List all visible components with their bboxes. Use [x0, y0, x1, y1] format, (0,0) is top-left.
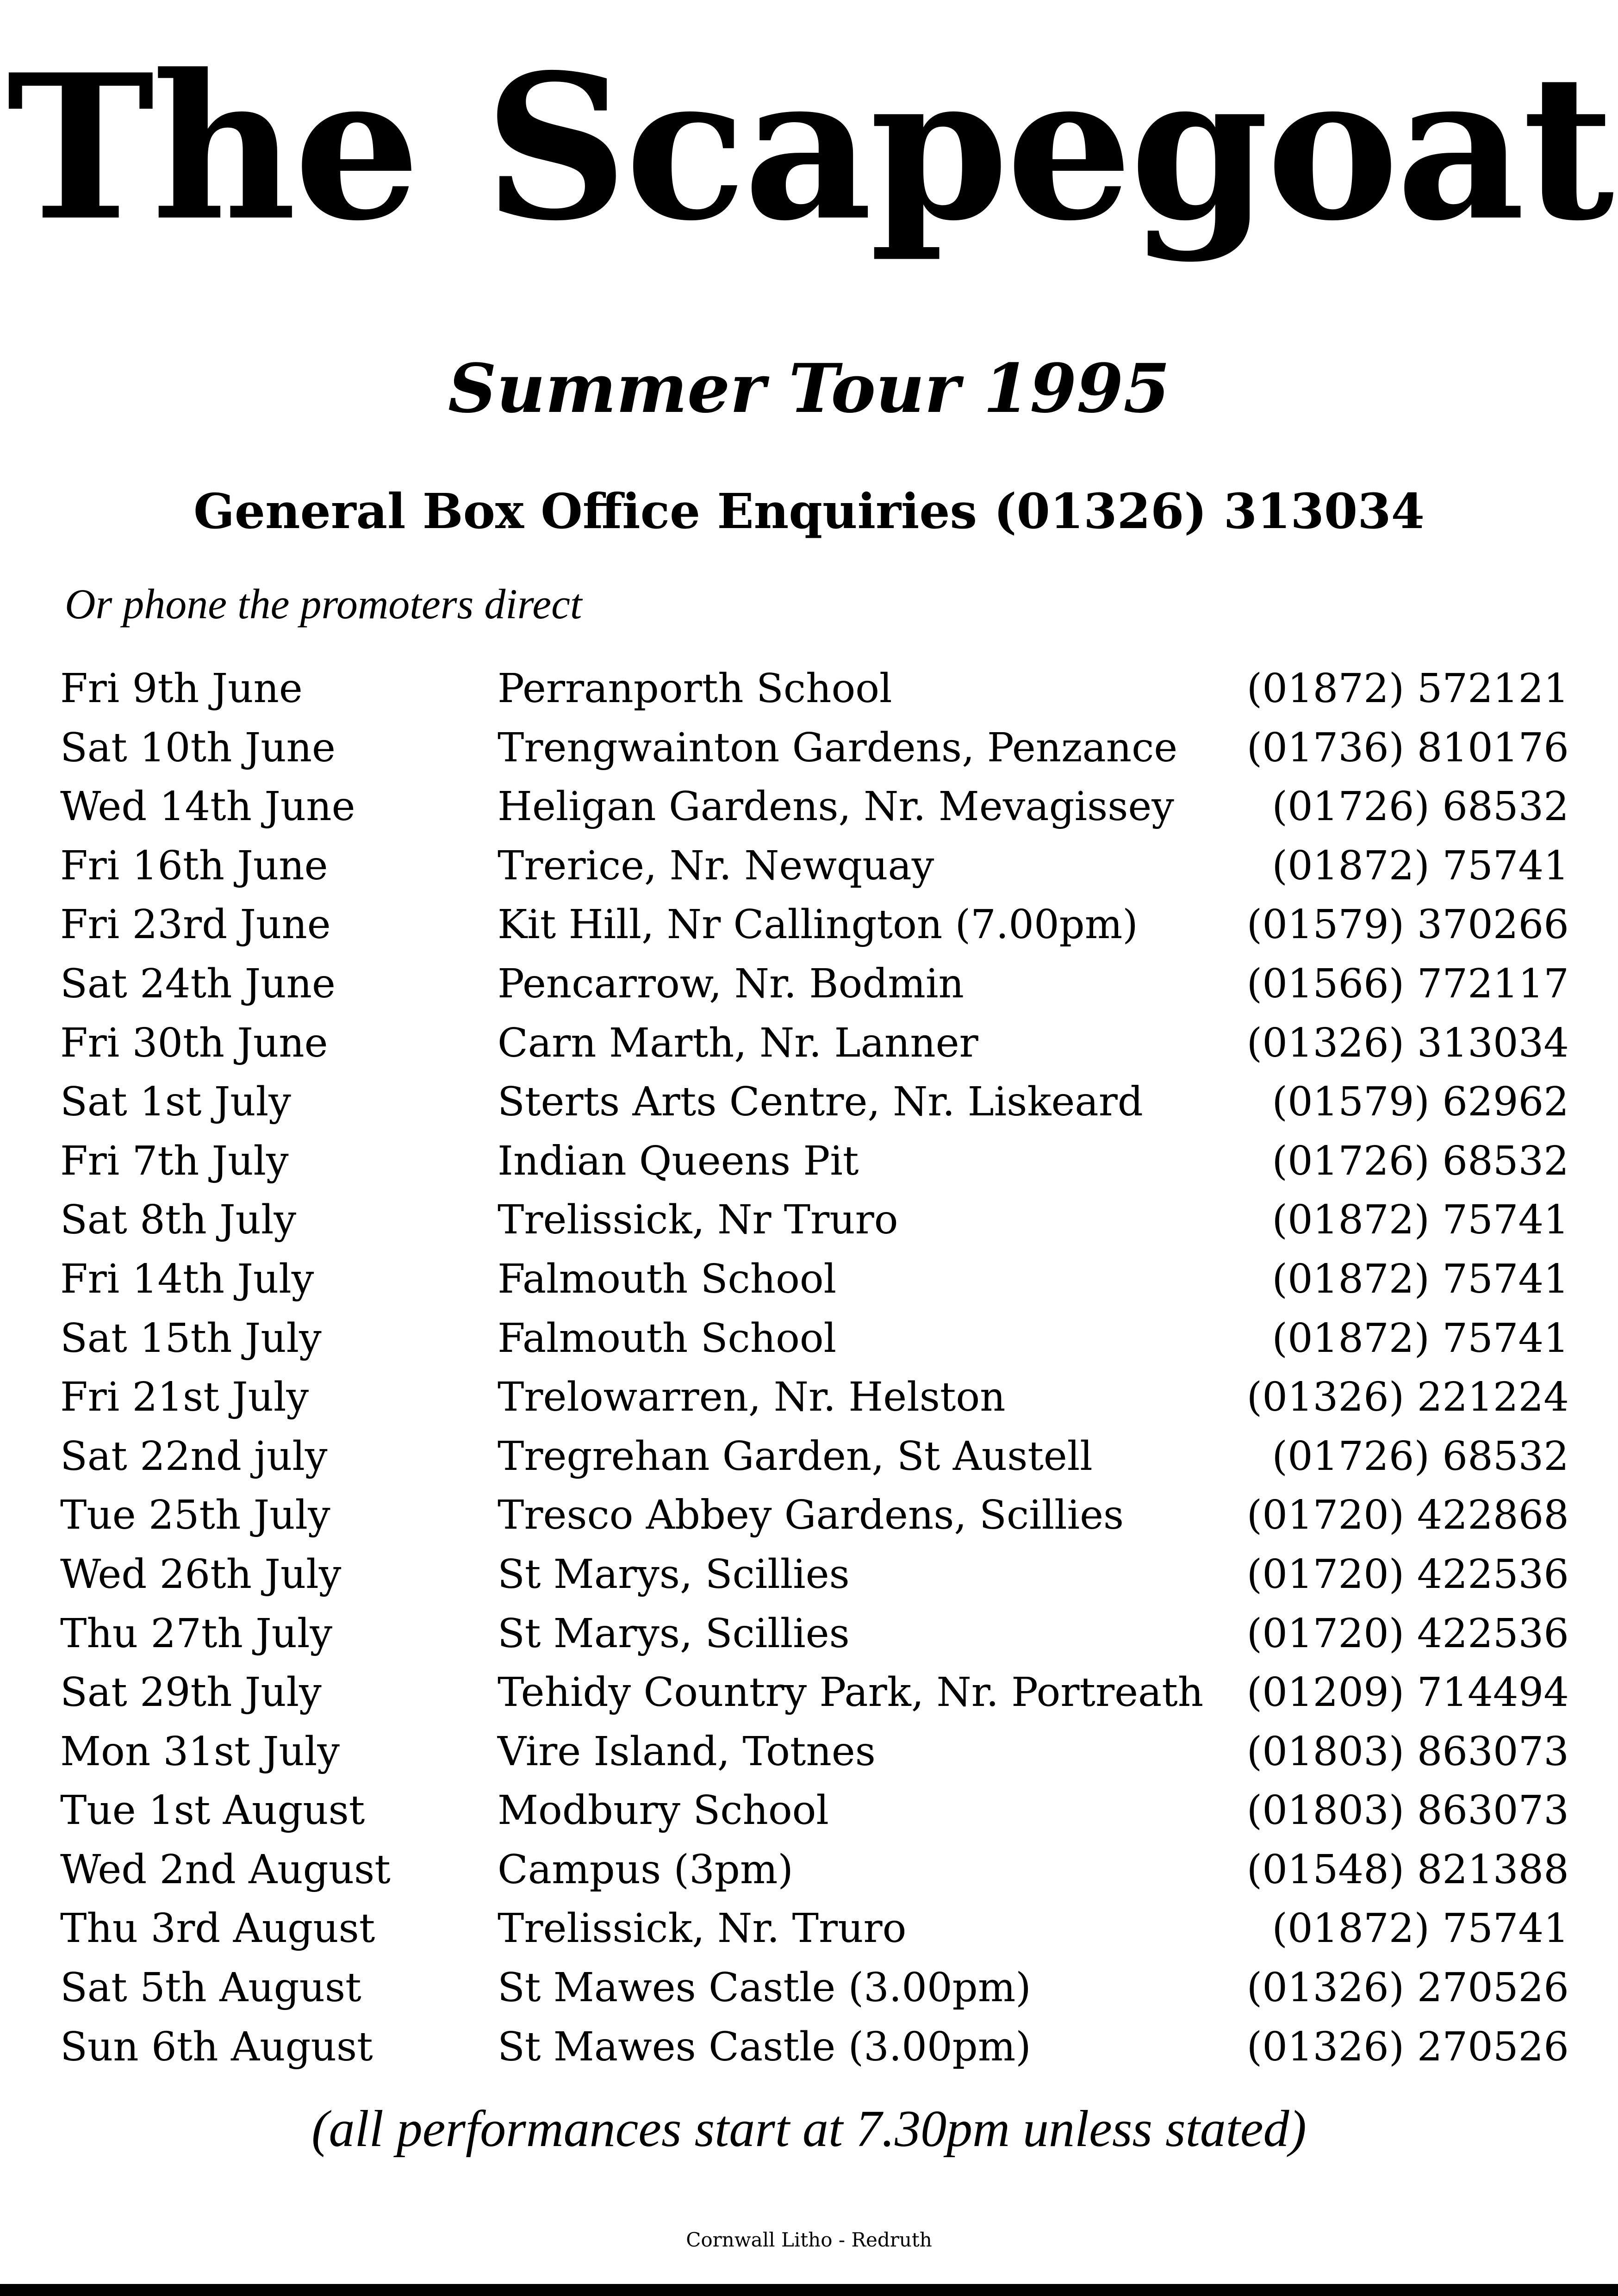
- schedule-venue: St Marys, Scillies: [498, 1551, 850, 1598]
- schedule-date: Wed 2nd August: [60, 1846, 391, 1893]
- tour-subtitle: Summer Tour 1995: [448, 349, 1170, 428]
- schedule-date: Sat 22nd july: [60, 1433, 328, 1480]
- schedule-phone: (01872) 75741: [1272, 842, 1569, 889]
- performance-time-note: (all performances start at 7.30pm unless stated): [311, 2100, 1307, 2158]
- schedule-phone: (01326) 221224: [1246, 1374, 1569, 1421]
- bottom-rule: [0, 2284, 1618, 2296]
- schedule-date: Sat 1st July: [60, 1079, 291, 1126]
- schedule-venue: Carn Marth, Nr. Lanner: [498, 1020, 978, 1066]
- schedule-venue: St Mawes Castle (3.00pm): [498, 2023, 1031, 2070]
- schedule-date: Wed 26th July: [60, 1551, 342, 1598]
- schedule-phone: (01579) 370266: [1246, 902, 1569, 948]
- schedule-venue: Tehidy Country Park, Nr. Portreath: [498, 1669, 1204, 1716]
- schedule-phone: (01209) 714494: [1246, 1669, 1569, 1716]
- box-office-enquiries: General Box Office Enquiries (01326) 313034: [193, 483, 1425, 540]
- schedule-phone: (01326) 313034: [1246, 1020, 1569, 1066]
- schedule-venue: Trerice, Nr. Newquay: [498, 842, 934, 889]
- schedule-phone: (01726) 68532: [1272, 784, 1569, 830]
- schedule-date: Sun 6th August: [60, 2023, 373, 2070]
- schedule-phone: (01872) 75741: [1272, 1905, 1569, 1952]
- schedule-row: [60, 1427, 1569, 1487]
- schedule-row: [60, 1959, 1569, 2018]
- schedule-phone: (01803) 863073: [1246, 1728, 1569, 1775]
- schedule-venue: Vire Island, Totnes: [498, 1728, 876, 1775]
- poster-title: The Scapegoat: [6, 31, 1612, 265]
- schedule-venue: Falmouth School: [498, 1256, 837, 1302]
- schedule-date: Sat 29th July: [60, 1669, 322, 1716]
- schedule-row: [60, 778, 1569, 837]
- schedule-phone: (01579) 62962: [1272, 1079, 1569, 1126]
- tour-schedule: [60, 660, 1569, 2077]
- schedule-date: Sat 8th July: [60, 1197, 297, 1244]
- schedule-row: [60, 1132, 1569, 1191]
- schedule-venue: Trelissick, Nr Truro: [498, 1197, 898, 1244]
- schedule-row: [60, 1545, 1569, 1605]
- schedule-date: Wed 14th June: [60, 784, 355, 830]
- schedule-phone: (01726) 68532: [1272, 1433, 1569, 1480]
- schedule-date: Thu 27th July: [60, 1610, 333, 1657]
- schedule-phone: (01720) 422536: [1246, 1551, 1569, 1598]
- schedule-venue: Perranporth School: [498, 666, 892, 712]
- schedule-date: Sat 15th July: [60, 1315, 322, 1362]
- schedule-date: Fri 14th July: [60, 1256, 314, 1302]
- schedule-venue: Trelowarren, Nr. Helston: [498, 1374, 1006, 1421]
- schedule-venue: Indian Queens Pit: [498, 1138, 859, 1184]
- schedule-row: [60, 1191, 1569, 1250]
- schedule-row: [60, 719, 1569, 778]
- schedule-row: [60, 1899, 1569, 1959]
- schedule-venue: St Mawes Castle (3.00pm): [498, 1965, 1031, 2011]
- schedule-date: Tue 1st August: [60, 1787, 365, 1834]
- schedule-date: Fri 16th June: [60, 842, 328, 889]
- schedule-date: Mon 31st July: [60, 1728, 340, 1775]
- schedule-phone: (01566) 772117: [1246, 960, 1569, 1007]
- printer-credit: Cornwall Litho - Redruth: [686, 2228, 932, 2251]
- schedule-row: [60, 1073, 1569, 1132]
- schedule-venue: Trelissick, Nr. Truro: [498, 1905, 907, 1952]
- schedule-venue: Falmouth School: [498, 1315, 837, 1362]
- schedule-row: [60, 1841, 1569, 1900]
- schedule-venue: Trengwainton Gardens, Penzance: [498, 724, 1178, 771]
- schedule-phone: (01326) 270526: [1246, 2023, 1569, 2070]
- schedule-row: [60, 955, 1569, 1014]
- schedule-phone: (01872) 75741: [1272, 1197, 1569, 1244]
- schedule-date: Fri 21st July: [60, 1374, 309, 1421]
- schedule-row: [60, 1781, 1569, 1841]
- schedule-phone: (01548) 821388: [1246, 1846, 1569, 1893]
- schedule-row: [60, 2018, 1569, 2077]
- schedule-phone: (01803) 863073: [1246, 1787, 1569, 1834]
- schedule-venue: Sterts Arts Centre, Nr. Liskeard: [498, 1079, 1143, 1126]
- schedule-date: Sat 10th June: [60, 724, 336, 771]
- schedule-venue: Pencarrow, Nr. Bodmin: [498, 960, 964, 1007]
- schedule-venue: Tresco Abbey Gardens, Scillies: [498, 1492, 1124, 1539]
- schedule-row: [60, 1663, 1569, 1723]
- schedule-phone: (01872) 572121: [1246, 666, 1569, 712]
- schedule-phone: (01872) 75741: [1272, 1315, 1569, 1362]
- schedule-venue: Modbury School: [498, 1787, 829, 1834]
- schedule-phone: (01326) 270526: [1246, 1965, 1569, 2011]
- schedule-row: [60, 896, 1569, 955]
- schedule-row: [60, 1605, 1569, 1664]
- schedule-row: [60, 1250, 1569, 1309]
- schedule-date: Sat 5th August: [60, 1965, 361, 2011]
- schedule-date: Fri 9th June: [60, 666, 303, 712]
- schedule-row: [60, 1723, 1569, 1782]
- schedule-venue: Campus (3pm): [498, 1846, 793, 1893]
- schedule-row: [60, 1486, 1569, 1545]
- schedule-phone: (01720) 422536: [1246, 1610, 1569, 1657]
- schedule-venue: Heligan Gardens, Nr. Mevagissey: [498, 784, 1174, 830]
- schedule-date: Tue 25th July: [60, 1492, 330, 1539]
- schedule-row: [60, 1014, 1569, 1073]
- schedule-date: Sat 24th June: [60, 960, 336, 1007]
- schedule-row: [60, 837, 1569, 896]
- schedule-phone: (01872) 75741: [1272, 1256, 1569, 1302]
- schedule-date: Fri 30th June: [60, 1020, 328, 1066]
- schedule-row: [60, 1309, 1569, 1369]
- promoters-note: Or phone the promoters direct: [65, 580, 582, 628]
- schedule-venue: Tregrehan Garden, St Austell: [498, 1433, 1093, 1480]
- schedule-phone: (01720) 422868: [1246, 1492, 1569, 1539]
- schedule-phone: (01726) 68532: [1272, 1138, 1569, 1184]
- schedule-venue: St Marys, Scillies: [498, 1610, 850, 1657]
- schedule-date: Thu 3rd August: [60, 1905, 375, 1952]
- schedule-phone: (01736) 810176: [1246, 724, 1569, 771]
- schedule-row: [60, 660, 1569, 719]
- schedule-row: [60, 1368, 1569, 1427]
- schedule-date: Fri 7th July: [60, 1138, 289, 1184]
- schedule-venue: Kit Hill, Nr Callington (7.00pm): [498, 902, 1138, 948]
- schedule-date: Fri 23rd June: [60, 902, 331, 948]
